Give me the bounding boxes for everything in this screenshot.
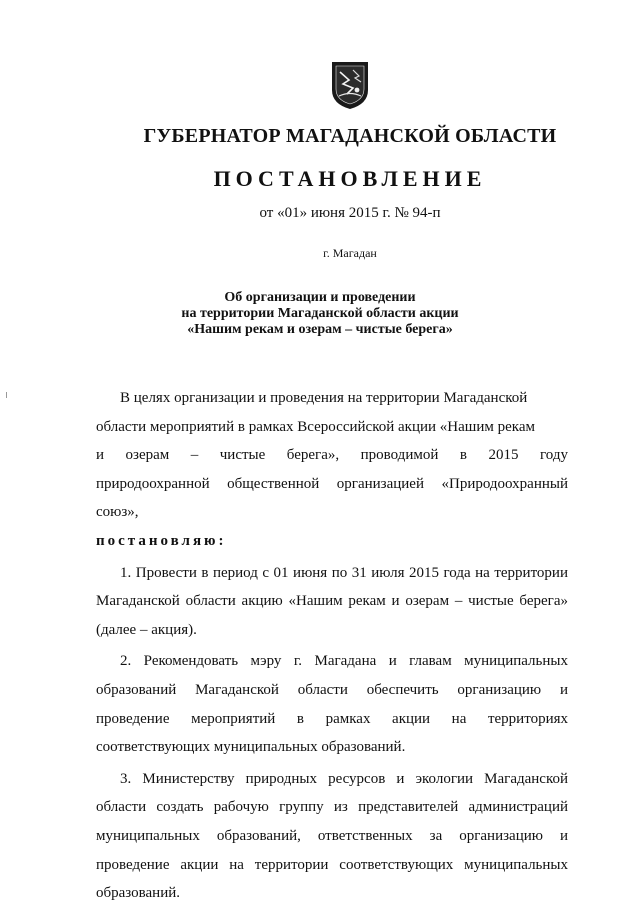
intro-line-2: области мероприятий в рамках Всероссийской акции «Нашим рекам [96,418,535,435]
intro-line-1: В целях организации и проведения на территории Магаданской [120,390,528,406]
item-3: 3. Министерству природных ресурсов и экологии Магаданской области создать рабочую группу из представителей администраций муниципальных образований, ответственных за организацию и проведение акции на территории соответствующих муниципальных образований. [96,770,568,902]
intro-word: чистые [219,447,266,464]
intro-word: 2015 [488,447,519,464]
issuing-authority: ГУБЕРНАТОР МАГАДАНСКОЙ ОБЛАСТИ [143,125,557,147]
scan-artifact [6,392,7,398]
document-city: г. Магадан [323,246,377,260]
document-subject [0,290,640,338]
intro-word: в [459,447,467,464]
intro-word: году [539,447,568,464]
subject-line-1: Об организации и проведении [224,290,416,305]
intro-word: проводимой [360,447,439,464]
subject-line-2: на территории Магаданской области акции [181,306,459,321]
item-2: 2. Рекомендовать мэру г. Магадана и главам муниципальных образований Магаданской области обеспечить организацию и проведение мероприятий в рамках акции на территориях соответствующих муниципальных образований. [96,653,568,756]
intro-word: – [190,447,199,464]
document-date-number: от «01» июня 2015 г. № 94-п [259,205,441,221]
document-body [96,384,568,908]
document-type: ПОСТАНОВЛЕНИЕ [213,166,487,191]
coat-of-arms-icon [329,60,371,110]
intro-line-3 [96,441,568,470]
subject-line-3: «Нашим рекам и озерам – чистые берега» [187,322,453,337]
intro-word: озерам [125,447,170,464]
intro-word: и [96,447,105,464]
intro-line-4: природоохранной общественной организацией «Природоохранный союз», [96,475,568,521]
intro-word: берега», [286,447,340,464]
decree-word: постановляю: [96,532,227,549]
item-1: 1. Провести в период с 01 июня по 31 июля 2015 года на территории Магаданской области акцию «Нашим рекам и озерам – чистые берега» (далее – акция). [96,564,568,638]
